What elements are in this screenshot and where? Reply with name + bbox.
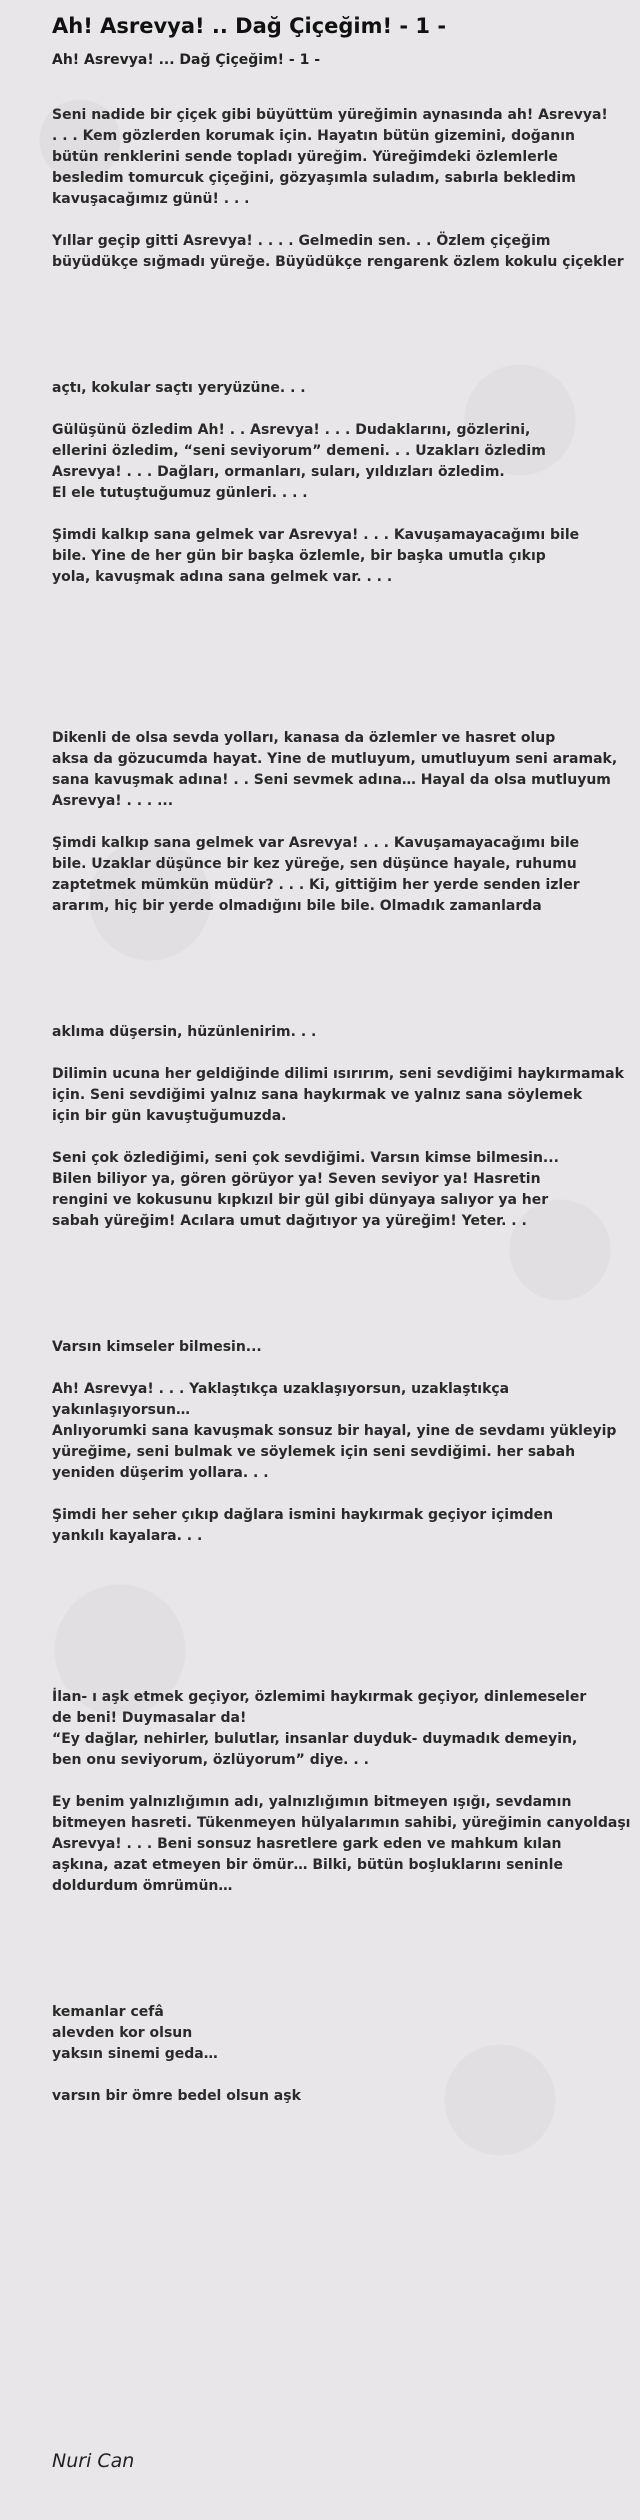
stanza-6: Dikenli de olsa sevda yolları, kanasa da özlemler ve hasret olup aksa da gözucumda hayat. Yine de mutluyum, umutluyum seni aramak, sana kavuşmak adına! . . Seni sevmek adına… Hayal da olsa mutluyum Asrevya! . . . ... [52, 730, 618, 809]
poem-body [52, 105, 632, 2107]
stanza-2: Yıllar geçip gitti Asrevya! . . . . Gelmedin sen. . . Özlem çiçeğim büyüdükçe sığmadı yüreğe. Büyüdükçe rengarenk özlem kokulu çiçekler [52, 233, 624, 270]
stanza-14: İlan- ı aşk etmek geçiyor, özlemimi haykırmak geçiyor, dinlemeseler de beni! Duymasalar da! “Ey dağlar, nehirler, bulutlar, insanlar duyduk- duymadık demeyin, ben onu seviyorum, özlüyorum” diye. . . [52, 1689, 587, 1768]
stanza-11: Varsın kimseler bilmesin... [52, 1339, 262, 1355]
stanza-3: açtı, kokular saçtı yeryüzüne. . . [52, 380, 306, 396]
stanza-17: varsın bir ömre bedel olsun aşk [52, 2088, 301, 2104]
stanza-15: Ey benim yalnızlığımın adı, yalnızlığımın bitmeyen ışığı, sevdamın bitmeyen hasreti. Tükenmeyen hülyalarımın sahibi, yüreğimin canyoldaşı Asrevya! . . . Beni sonsuz hasretlere gark eden ve mahkum kılan aşkına, azat etmeyen bir ömür… Bilki, bütün boşluklarını seninle doldurdum ömrümün… [52, 1794, 631, 1894]
stanza-5: Şimdi kalkıp sana gelmek var Asrevya! . . . Kavuşamayacağımı bile bile. Yine de her gün bir başka özlemle, bir başka umutla çıkıp yola, kavuşmak adına sana gelmek var. . . . [52, 527, 580, 585]
stanza-4: Gülüşünü özledim Ah! . . Asrevya! . . . Dudaklarını, gözlerini, ellerini özledim, “seni seviyorum” demeni. . . Uzakları özledim Asrevya! . . . Dağları, ormanları, suları, yıldızları özledim. El ele tutuştuğumuz günleri. . . . [52, 422, 546, 501]
stanza-1: Seni nadide bir çiçek gibi büyüttüm yüreğimin aynasında ah! Asrevya! . . . Kem gözlerden korumak için. Hayatın bütün gizemini, doğanın bütün renklerini sende topladı yüreğim. Yüreğimdeki özlemlerle besledim tomurcuk çiçeğini, gözyaşımla suladım, sabırla bekledim kavuşacağımız günü! . . . [52, 107, 608, 207]
stanza-10: Seni çok özlediğimi, seni çok sevdiğimi. Varsın kimse bilmesin... Bilen biliyor ya, gören görüyor ya! Seven seviyor ya! Hasretin rengini ve kokusunu kıpkızıl bir gül gibi dünyaya salıyor ya her sabah yüreğim! Acılara umut dağıtıyor ya yüreğim! Yeter. . . [52, 1150, 559, 1229]
author-signature: Nuri Can [52, 2450, 135, 2472]
stanza-13: Şimdi her seher çıkıp dağlara ismini haykırmak geçiyor içimden yankılı kayalara. . . [52, 1507, 554, 1544]
page-title: Ah! Asrevya! .. Dağ Çiçeğim! - 1 - [52, 14, 447, 38]
stanza-12: Ah! Asrevya! . . . Yaklaştıkça uzaklaşıyorsun, uzaklaştıkça yakınlaşıyorsun… Anlıyorumki sana kavuşmak sonsuz bir hayal, yine de sevdamı yükleyip yüreğime, seni bulmak ve söylemek için seni sevdiğimi. her sabah yeniden düşerim yollara. . . [52, 1381, 617, 1481]
stanza-16: kemanlar cefâ alevden kor olsun yaksın sinemi geda… [52, 2004, 218, 2062]
stanza-9: Dilimin ucuna her geldiğinde dilimi ısırırım, seni sevdiğimi haykırmamak için. Seni sevdiğimi yalnız sana haykırmak ve yalnız sana söylemek için bir gün kavuştuğumuzda. [52, 1066, 624, 1124]
stanza-8: aklıma düşersin, hüzünlenirim. . . [52, 1024, 317, 1040]
stanza-7: Şimdi kalkıp sana gelmek var Asrevya! . . . Kavuşamayacağımı bile bile. Uzaklar düşünce bir kez yüreğe, sen düşünce hayale, ruhumu zaptetmek mümkün müdür? . . . Ki, gittiğim her yerde senden izler ararım, hiç bir yerde olmadığını bile bile. Olmadık zamanlarda [52, 835, 580, 914]
poem-subtitle: Ah! Asrevya! ... Dağ Çiçeğim! - 1 - [52, 52, 321, 68]
